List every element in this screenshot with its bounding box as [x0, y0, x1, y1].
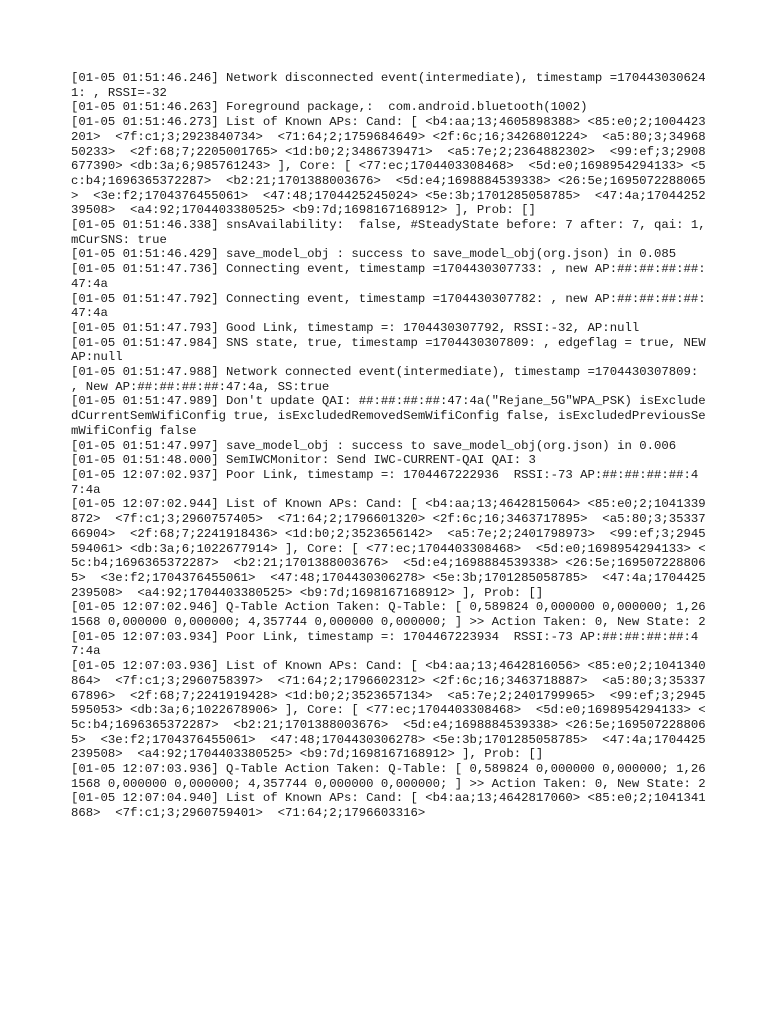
log-line: [01-05 12:07:02.937] Poor Link, timestamp =: 1704467222936 RSSI:-73 AP:##:##:##:##:47:4a	[71, 467, 699, 497]
log-line: [01-05 12:07:04.940] List of Known APs: Cand: [ <b4:aa;13;4642817060> <85:e0;2;1041341868> <7f:c1;3;2960759401> <71:64;2;1796603316>	[71, 791, 706, 821]
log-line: [01-05 01:51:46.273] List of Known APs: Cand: [ <b4:aa;13;4605898388> <85:e0;2;1004423201> <7f:c1;3;2923840734> <71:64;2;1759684649> <2f:6c;16;3426801224> <a5:80;3;3496850233> <2f:68;7;2205001765> <1d:b0;2;3486739471> <a5:7e;2;2364882302> <99:ef;3;2908677390> <db:3a;6;985761243> ], Core: [ <77:ec;1704403308468> <5d:e0;1698954294133> <5c:b4;1696365372287> <b2:21;1701388003676> <5d:e4;1698884539338> <26:5e;1695072288065> <3e:f2;1704376455061> <47:48;1704425245024> <5e:3b;1701285058785> <47:4a;1704425239508> <a4:92;1704403380525> <b9:7d;1698167168912> ], Prob: []	[71, 115, 706, 218]
log-line: [01-05 12:07:02.944] List of Known APs: Cand: [ <b4:aa;13;4642815064> <85:e0;2;1041339872> <7f:c1;3;2960757405> <71:64;2;1796601320> <2f:6c;16;3463717895> <a5:80;3;3533766904> <2f:68;7;2241918436> <1d:b0;2;3523656142> <a5:7e;2;2401798973> <99:ef;3;2945594061> <db:3a;6;1022677914> ], Core: [ <77:ec;1704403308468> <5d:e0;1698954294133> <5c:b4;1696365372287> <b2:21;1701388003676> <5d:e4;1698884539338> <26:5e;1695072288065> <3e:f2;1704376455061> <47:48;1704430306278> <5e:3b;1701285058785> <47:4a;1704425239508> <a4:92;1704403380525> <b9:7d;1698167168912> ], Prob: []	[71, 497, 706, 600]
log-line: [01-05 01:51:46.263] Foreground package,: com.android.bluetooth(1002)	[71, 100, 588, 115]
log-line: [01-05 01:51:48.000] SemIWCMonitor: Send IWC-CURRENT-QAI QAI: 3	[71, 453, 536, 468]
log-line: [01-05 01:51:47.997] save_model_obj : success to save_model_obj(org.json) in 0.006	[71, 438, 677, 453]
log-line: [01-05 01:51:46.429] save_model_obj : success to save_model_obj(org.json) in 0.085	[71, 247, 677, 262]
log-line: [01-05 01:51:47.736] Connecting event, timestamp =1704430307733: , new AP:##:##:##:##:47:4a	[71, 262, 706, 291]
log-line: [01-05 12:07:03.936] List of Known APs: Cand: [ <b4:aa;13;4642816056> <85:e0;2;1041340864> <7f:c1;3;2960758397> <71:64;2;1796602312> <2f:6c;16;3463718887> <a5:80;3;3533767896> <2f:68;7;2241919428> <1d:b0;2;3523657134> <a5:7e;2;2401799965> <99:ef;3;2945595053> <db:3a;6;1022678906> ], Core: [ <77:ec;1704403308468> <5d:e0;1698954294133> <5c:b4;1696365372287> <b2:21;1701388003676> <5d:e4;1698884539338> <26:5e;1695072288065> <3e:f2;1704376455061> <47:48;1704430306278> <5e:3b;1701285058785> <47:4a;1704425239508> <a4:92;1704403380525> <b9:7d;1698167168912> ], Prob: []	[71, 659, 706, 762]
log-line: [01-05 01:51:47.792] Connecting event, timestamp =1704430307782: , new AP:##:##:##:##:47:4a	[71, 291, 706, 321]
log-line: [01-05 01:51:46.246] Network disconnected event(intermediate), timestamp =1704430306241: , RSSI=-32	[71, 71, 706, 100]
log-line: [01-05 12:07:03.936] Q-Table Action Taken: Q-Table: [ 0,589824 0,000000 0,000000; 1,261568 0,000000 0,000000; 4,357744 0,000000 0,000000; ] >> Action Taken: 0, New State: 2	[71, 762, 706, 791]
log-line: [01-05 01:51:46.338] snsAvailability: false, #SteadyState before: 7 after: 7, qai: 1, mCurSNS: true	[71, 218, 714, 247]
log-line: [01-05 12:07:03.934] Poor Link, timestamp =: 1704467223934 RSSI:-73 AP:##:##:##:##:47:4a	[71, 629, 699, 659]
log-line: [01-05 01:51:47.988] Network connected event(intermediate), timestamp =1704430307809: , New AP:##:##:##:##:47:4a, SS:true	[71, 365, 706, 394]
log-line: [01-05 12:07:02.946] Q-Table Action Taken: Q-Table: [ 0,589824 0,000000 0,000000; 1,261568 0,000000 0,000000; 4,357744 0,000000 0,000000; ] >> Action Taken: 0, New State: 2	[71, 600, 706, 630]
log-line: [01-05 01:51:47.984] SNS state, true, timestamp =1704430307809: , edgeflag = true, NEW AP:null	[71, 335, 714, 365]
log-line: [01-05 01:51:47.989] Don't update QAI: ##:##:##:##:47:4a("Rejane_5G"WPA_PSK) isExcludedCurrentSemWifiConfig true, isExcludedRemovedSemWifiConfig false, isExcludedPreviousSemWifiConfig false	[71, 394, 706, 438]
log-document	[71, 71, 714, 821]
log-line: [01-05 01:51:47.793] Good Link, timestamp =: 1704430307792, RSSI:-32, AP:null	[71, 320, 640, 335]
